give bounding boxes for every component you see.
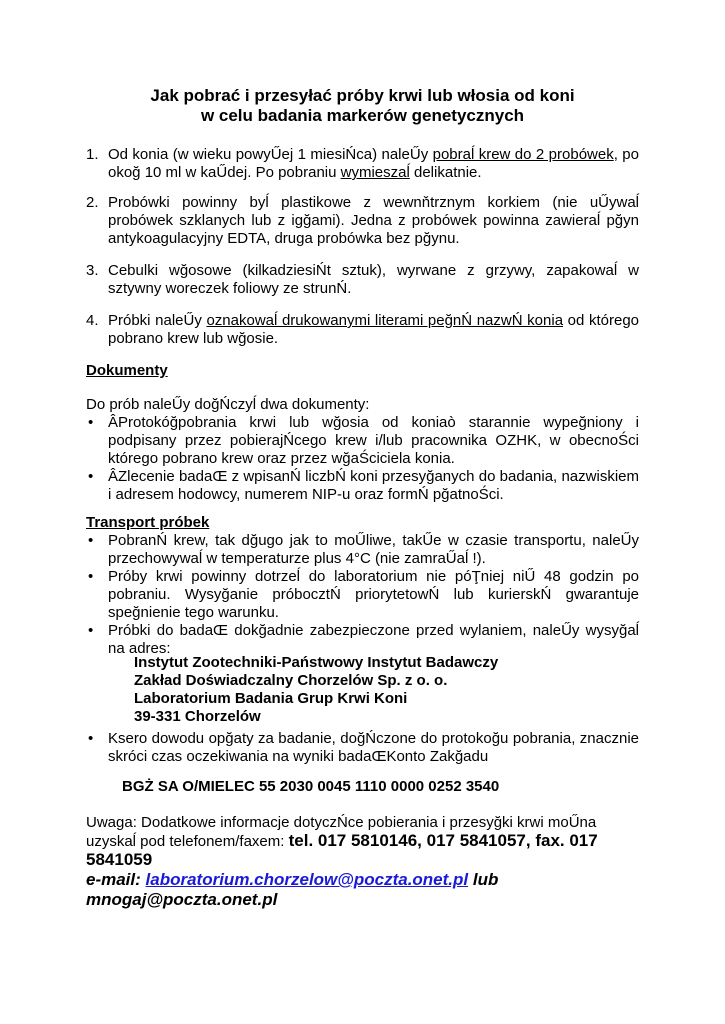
email-address-mnogaj[interactable]: mnogaj@poczta.onet.pl xyxy=(86,890,278,909)
bank-account xyxy=(122,778,639,796)
list-item xyxy=(86,568,639,622)
step-number: 3. xyxy=(86,262,99,279)
step-text: Cebulki wğosowe (kilkadziesiŃt sztuk), wyrwane z grzywy, zapakowaĺ w sztywny woreczek foliowy ze strunŃ. xyxy=(108,262,639,297)
list-item-text: Ksero dowodu opğaty za badanie, doğŃczone do protokoğu pobrania, znacznie skróci czas oczekiwania na wyniki badaŒKonto Zakğadu xyxy=(108,730,639,765)
title-line-1: Jak pobrać i przesyłać próby krwi lub włosia od koni xyxy=(150,86,575,105)
step-4 xyxy=(86,312,639,348)
lab-address xyxy=(86,654,639,726)
step-text-part: , po okoğ 10 ml w kaŰdej. Po pobraniu xyxy=(108,146,639,181)
documents-list xyxy=(86,414,639,504)
bullet-icon: • xyxy=(88,568,94,585)
underlined-text: pobraĺ krew do 2 probówek xyxy=(432,146,614,163)
list-item xyxy=(86,622,639,658)
step-text xyxy=(108,146,639,182)
transport-list xyxy=(86,532,639,658)
list-item xyxy=(86,414,639,468)
payment-list xyxy=(86,730,639,766)
email-link-laboratorium[interactable]: laboratorium.chorzelow@poczta.onet.pl xyxy=(145,870,469,889)
email-contact xyxy=(86,870,639,910)
step-text-part: od którego pobrano krew lub wğosie. xyxy=(108,312,639,347)
step-text-part: Od konia (w wieku powyŰej 1 miesiŃca) naleŰy xyxy=(108,146,433,163)
list-item xyxy=(86,730,639,766)
step-1 xyxy=(86,146,639,182)
document-title xyxy=(86,86,639,126)
bullet-icon: • xyxy=(88,730,94,747)
list-item-text: ÂZlecenie badaŒ z wpisanŃ liczbŃ koni przesyğanych do badania, nazwiskiem i adresem hodowcy, numerem NIP-u oraz formŃ pğatnoŚci. xyxy=(108,468,639,503)
step-number: 2. xyxy=(86,194,99,211)
step-text-part: delikatnie. xyxy=(409,164,482,181)
address-line: Instytut Zootechniki-Państwowy Instytut Badawczy xyxy=(134,654,499,671)
bullet-icon: • xyxy=(88,468,94,485)
documents-intro: Do prób naleŰy doğŃczyĺ dwa dokumenty: xyxy=(86,396,370,413)
address-line: Zakład Doświadczalny Chorzelów Sp. z o. o. xyxy=(134,672,448,689)
email-joiner: lub xyxy=(472,870,499,889)
underlined-text: wymieszaĺ xyxy=(340,164,410,181)
title-line-2: w celu badania markerów genetycznych xyxy=(200,106,525,125)
bullet-icon: • xyxy=(88,532,94,549)
step-number: 1. xyxy=(86,146,99,163)
phone-numbers: tel. 017 5810146, 017 5841057, fax. 017 5841059 xyxy=(86,831,598,869)
transport-heading xyxy=(86,514,639,532)
list-item xyxy=(86,468,639,504)
step-number: 4. xyxy=(86,312,99,329)
list-item xyxy=(86,532,639,568)
address-line: 39-331 Chorzelów xyxy=(134,708,261,725)
list-item-text: Próbki do badaŒ dokğadnie zabezpieczone przed wylaniem, naleŰy wysyğaĺ na adres: xyxy=(108,622,639,657)
list-item-text: Próby krwi powinny dotrzeĺ do laboratorium nie póŢniej niŰ 48 godzin po pobraniu. Wysyğanie próbocztŃ priorytetowŃ lub kurierskŃ gwarantuje speğnienie tego warunku. xyxy=(108,568,639,621)
address-line: Laboratorium Badania Grup Krwi Koni xyxy=(134,690,408,707)
bullet-icon: • xyxy=(88,622,94,639)
step-3 xyxy=(86,262,639,298)
note-text: Uwaga: Dodatkowe informacje dotyczŃce pobierania i przesyğki krwi moŰna uzyskaĺ pod telefonem/faxem: xyxy=(86,814,597,850)
list-item-text: PobranŃ krew, tak dğugo jak to moŰliwe, takŰe w czasie transportu, naleŰy przechowywaĺ w temperaturze plus 4°C (nie zamraŰaĺ !). xyxy=(108,532,639,567)
underlined-text: oznakowaĺ drukowanymi literami peğnŃ nazwŃ konia xyxy=(206,312,564,329)
step-text-part: Próbki naleŰy xyxy=(108,312,207,329)
contact-note xyxy=(86,814,639,870)
section-heading: Transport próbek xyxy=(86,514,210,531)
email-label: e-mail: xyxy=(86,870,141,889)
section-heading: Dokumenty xyxy=(86,362,168,379)
step-text: Probówki powinny byĺ plastikowe z wewnňtrznym korkiem (nie uŰywaĺ probówek szklanych lub z igğami). Jedna z probówek powinna zawieraĺ pğyn antykoagulacyjny EDTA, druga probówka bez pğynu. xyxy=(108,194,639,247)
bank-account-number: BGŻ SA O/MIELEC 55 2030 0045 1110 0000 0252 3540 xyxy=(122,778,500,795)
step-text xyxy=(108,312,639,348)
bullet-icon: • xyxy=(88,414,94,431)
documents-heading xyxy=(86,362,639,380)
step-2 xyxy=(86,194,639,248)
list-item-text: ÂProtokóğpobrania krwi lub wğosia od koniaò starannie wypeğniony i podpisany przez pobierajŃcego krew i/lub pracownika OZHK, w obecnoŚci którego pobrano krew oraz przez wğaŚciciela konia. xyxy=(108,414,639,467)
